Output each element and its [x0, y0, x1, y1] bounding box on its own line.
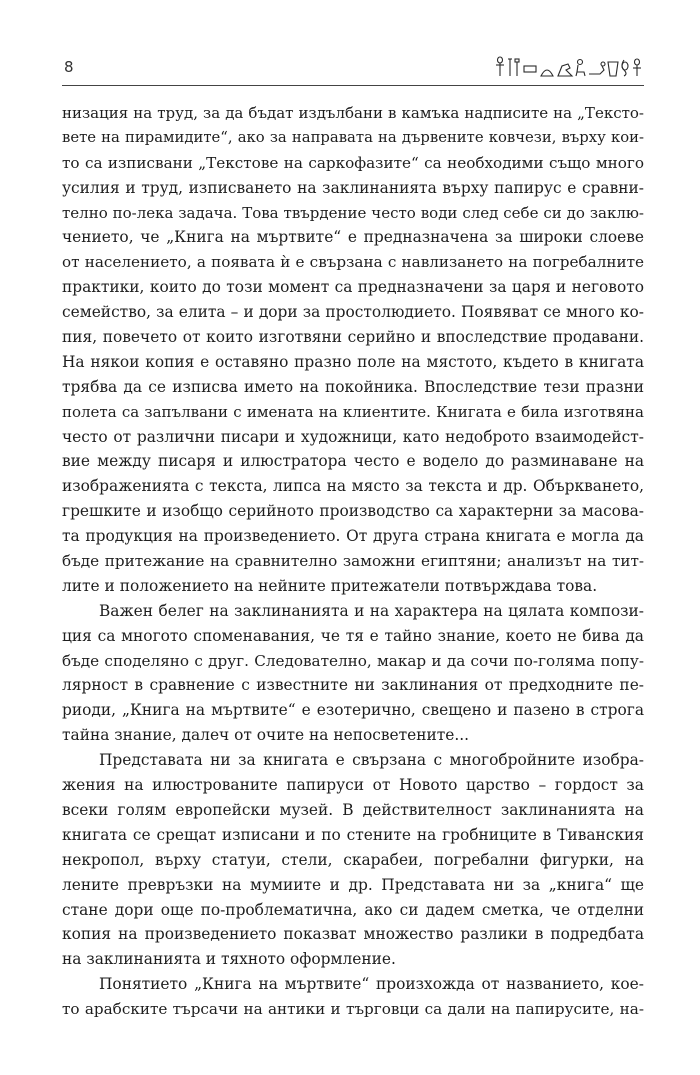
text-line: семейство, за елита – и дори за простолюдието. Появяват се много ко- — [62, 303, 644, 322]
text-line: лите и положението на нейните притежатели потвърждава това. — [62, 576, 598, 595]
text-line: пия, повечето от които изготвяни серийно и впоследствие продавани. — [62, 328, 644, 347]
running-header — [62, 56, 644, 84]
text-line: то арабските търсачи на антики и търговци са дали на папирусите, на- — [62, 1000, 644, 1019]
text-line: полета са запълвани с имената на клиентите. Книгата е била изготвяна — [62, 402, 644, 421]
text-line: та продукция на произведението. От друга страна книгата е могла да — [62, 527, 644, 546]
text-line: то са изписвани „Текстове на саркофазите“ са необходими също много — [62, 153, 644, 172]
text-line: бъде притежание на сравнително заможни египтяни; анализът на тит- — [62, 552, 644, 571]
paragraph — [62, 972, 644, 1022]
text-line: всеки голям европейски музей. В действителност заклинанията на — [62, 800, 644, 819]
page-number: 8 — [64, 58, 74, 76]
text-line: усилия и труд, изписването на заклинанията върху папирус е сравни- — [62, 178, 644, 197]
text-line: На някои копия е оставяно празно поле на мястото, където в книгата — [62, 352, 644, 371]
text-line: лярност в сравнение с известните ни заклинания от предходните пе- — [62, 676, 644, 695]
paragraph — [62, 599, 644, 748]
text-line: копия на произведението показват множество разлики в подредбата — [62, 925, 644, 944]
text-line: грешките и изобщо серийното производство са характерни за масова- — [62, 502, 644, 521]
hieroglyph-ornament-icon — [494, 56, 644, 78]
text-line: Понятието „Книга на мъртвите“ произхожда от названието, кое- — [99, 975, 644, 994]
text-line: жения на илюстрованите папируси от Новото царство – гордост за — [62, 776, 644, 795]
text-line: телно по-лека задача. Това твърдение често води след себе си до заклю- — [62, 203, 644, 222]
text-line: книгата се срещат изписани и по стените на гробниците в Тиванския — [62, 825, 644, 844]
text-line: низация на труд, за да бъдат издълбани в камъка надписите на „Тексто- — [62, 104, 644, 122]
header-divider — [62, 85, 644, 86]
text-line: трябва да се изписва името на покойника. Впоследствие тези празни — [62, 377, 644, 396]
text-line: тайна знание, далеч от очите на непосветените... — [62, 726, 470, 745]
body-text — [62, 101, 644, 1022]
text-line: риоди, „Книга на мъртвите“ е езотерично, свещено и пазено в строга — [62, 701, 644, 720]
text-line: от населението, а появата ѝ е свързана с навлизането на погребалните — [62, 253, 644, 272]
text-line: Представата ни за книгата е свързана с многобройните изобра- — [99, 751, 644, 770]
text-line: често от различни писари и художници, като недоброто взаимодейст- — [62, 427, 644, 446]
text-line: изображенията с текста, липса на място за текста и др. Объркването, — [62, 477, 644, 496]
text-line: Важен белег на заклинанията и на характера на цялата компози- — [99, 601, 644, 620]
paragraph — [62, 101, 644, 599]
text-line: чението, че „Книга на мъртвите“ е предназначена за широки слоеве — [62, 228, 644, 247]
text-line: некропол, върху статуи, стели, скарабеи, погребални фигурки, на — [62, 850, 644, 869]
text-line: стане дори още по-проблематична, ако си дадем сметка, че отделни — [62, 900, 644, 919]
paragraph — [62, 748, 644, 972]
text-line: бъде споделяно с друг. Следователно, макар и да сочи по-голяма попу- — [62, 651, 644, 670]
text-line: вете на пирамидите“, ако за направата на дървените ковчези, върху кои- — [62, 128, 644, 146]
text-line: лените превръзки на мумиите и др. Представата ни за „книга“ ще — [62, 875, 644, 894]
text-line: практики, които до този момент са предназначени за царя и неговото — [62, 278, 644, 297]
text-line: ция са многото споменавания, че тя е тайно знание, което не бива да — [62, 626, 644, 645]
text-line: вие между писаря и илюстратора често е водело до разминаване на — [62, 452, 644, 471]
text-line: на заклинанията и тяхното оформление. — [62, 950, 396, 969]
